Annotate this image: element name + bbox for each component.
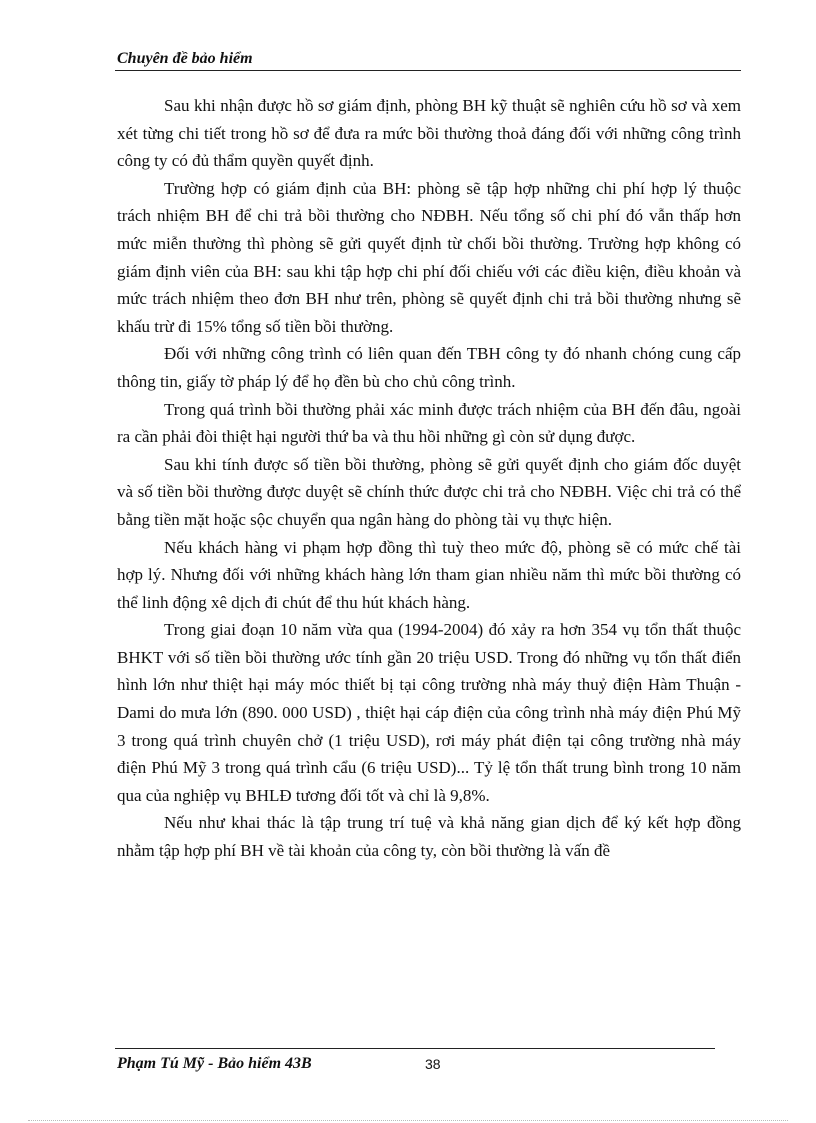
page-edge-divider bbox=[28, 1120, 788, 1121]
paragraph: Đối với những công trình có liên quan đến TBH công ty đó nhanh chóng cung cấp thông tin, giấy tờ pháp lý để họ đền bù cho chủ công trình. bbox=[117, 344, 741, 391]
header-title: Chuyên đề bảo hiểm bbox=[117, 50, 253, 67]
page-number: 38 bbox=[425, 1056, 441, 1072]
paragraph: Nếu như khai thác là tập trung trí tuệ và khả năng gian dịch để ký kết hợp đồng nhằm tập hợp phí BH về tài khoản của công ty, còn bồi thường là vấn đề bbox=[117, 813, 741, 861]
paragraph: Trong giai đoạn 10 năm vừa qua (1994-2004) đó xảy ra hơn 354 vụ tổn thất thuộc BHKT với số tiền bồi thường ước tính gần 20 triệu USD. Trong đó những vụ tổn thất điển hình lớn như thiệt hại máy móc thiết bị tại công trường nhà máy thuỷ điện Hàm Thuận - Dami do mưa lớn (890. 000 USD) , thiệt hại cáp điện của công trình nhà máy điện Phú Mỹ 3 trong quá trình chuyên chở (1 triệu USD), rơi máy phát điện tại công trường nhà máy điện Phú Mỹ 3 trong quá trình cẩu (6 triệu USD)... Tỷ lệ tổn thất trung bình trong 10 năm qua của nghiệp vụ BHLĐ tương đối tốt và chỉ là 9,8%. bbox=[117, 620, 741, 805]
paragraph: Nếu khách hàng vi phạm hợp đồng thì tuỳ theo mức độ, phòng sẽ có mức chế tài hợp lý. Nhưng đối với những khách hàng lớn tham gian nhiều năm thì mức bồi thường có thể linh động xê dịch đi chút để thu hút khách hàng. bbox=[117, 537, 741, 612]
paragraph: Trường hợp có giám định của BH: phòng sẽ tập hợp những chi phí hợp lý thuộc trách nhiệm BH để chi trả bồi thường cho NĐBH. Nếu tổng số chi phí đó vẫn thấp hơn mức miễn thường thì phòng sẽ gửi quyết định từ chối bồi thường. Trường hợp không có giám định viên của BH: sau khi tập hợp chi phí đối chiếu với các điều kiện, điều khoản và mức trách nhiệm theo đơn BH như trên, phòng sẽ quyết định chi trả bồi thường nhưng sẽ khấu trừ đi 15% tổng số tiền bồi thường. bbox=[117, 178, 741, 336]
footer-rule bbox=[115, 1048, 715, 1049]
paragraph: Trong quá trình bồi thường phải xác minh được trách nhiệm của BH đến đâu, ngoài ra cần phải đòi thiệt hại người thứ ba và thu hồi những gì còn sử dụng được. bbox=[117, 399, 741, 447]
header-rule bbox=[115, 70, 741, 71]
paragraph: Sau khi nhận được hồ sơ giám định, phòng BH kỹ thuật sẽ nghiên cứu hồ sơ và xem xét từng chi tiết trong hồ sơ để đưa ra mức bồi thường thoả đáng đối với những công trình công ty có đủ thẩm quyền quyết định. bbox=[117, 96, 741, 171]
footer-author: Phạm Tú Mỹ - Bảo hiểm 43B bbox=[117, 1055, 312, 1072]
body-text bbox=[117, 92, 741, 865]
paragraph: Sau khi tính được số tiền bồi thường, phòng sẽ gửi quyết định cho giám đốc duyệt và số tiền bồi thường được duyệt sẽ chính thức được chi trả cho NĐBH. Việc chi trả có thể bằng tiền mặt hoặc sộc chuyển qua ngân hàng do phòng tài vụ thực hiện. bbox=[117, 454, 741, 529]
